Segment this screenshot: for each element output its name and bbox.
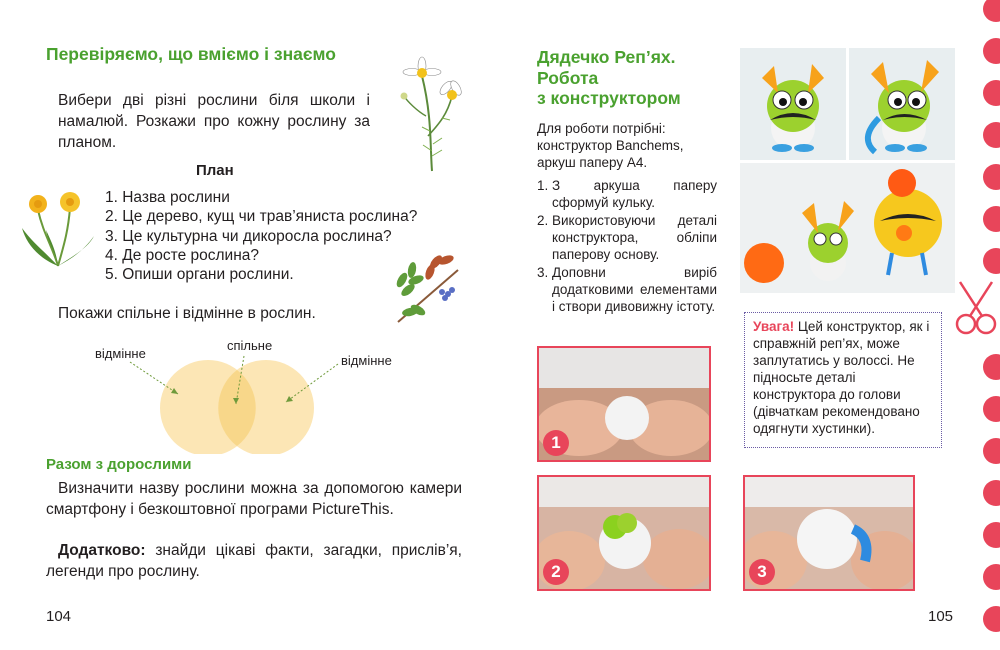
- warning-label: Увага!: [753, 319, 795, 334]
- step-3-badge: 3: [749, 559, 775, 585]
- extra-label: Додатково:: [58, 542, 146, 559]
- plan-item: 1. Назва рослини: [105, 189, 230, 206]
- plan-item: 2. Це дерево, кущ чи трав’яниста рослина?: [105, 208, 418, 226]
- warning-text: Цей конструктор, як і справжній реп’ях, може заплутатись у волоссі. Не підносьте деталі конструктора до голови (дівчаткам рекомендовано одягнути хустинки).: [753, 319, 930, 436]
- title-line: Робота: [537, 67, 599, 88]
- title-line: з конструктором: [537, 88, 681, 108]
- margin-dot: [983, 606, 1000, 632]
- margin-dot: [983, 480, 1000, 506]
- step-text: Використовуючи деталі конструктора, обліпи паперову основу.: [552, 213, 717, 262]
- plan-item: 5. Опиши органи рослини.: [105, 266, 294, 284]
- materials-text: Для роботи потрібні: конструктор Banchems, аркуш паперу А4.: [537, 121, 684, 170]
- page-number-right: 105: [928, 608, 954, 625]
- extra-text: знайди цікаві факти, загадки, прислів’я, легенди про рослину.: [46, 542, 462, 580]
- step-2-badge: 2: [543, 559, 569, 585]
- step-3-photo: [743, 475, 915, 591]
- margin-dot: [983, 248, 1000, 274]
- margin-dot: [983, 396, 1000, 422]
- step-1-photo: [537, 346, 711, 462]
- chamomile-illustration: [392, 56, 472, 174]
- steps-list: [537, 177, 717, 316]
- creature-photo-side: [849, 48, 955, 160]
- margin-dot: [983, 564, 1000, 590]
- step-number: 1.: [537, 178, 549, 193]
- extra-paragraph: [46, 540, 462, 582]
- margin-dot: [983, 522, 1000, 548]
- margin-dot: [983, 122, 1000, 148]
- page-number-left: 104: [46, 608, 72, 625]
- margin-dot: [983, 80, 1000, 106]
- margin-dot: [983, 38, 1000, 64]
- plan-item: 3. Це культурна чи дикоросла рослина?: [105, 227, 392, 245]
- together-paragraph: Визначити назву рослини можна за допомогою камери смартфону і безкоштовної програми PictureThis.: [46, 480, 462, 518]
- rowan-illustration: [388, 250, 466, 328]
- step-text: Доповни виріб додатковими елементами і створи дивовижну істоту.: [552, 265, 717, 314]
- scissors-icon: [952, 278, 1000, 340]
- margin-dot: [983, 206, 1000, 232]
- margin-dot: [983, 438, 1000, 464]
- step-item: [537, 212, 717, 263]
- margin-dot: [983, 0, 1000, 22]
- plan-list: [105, 188, 417, 284]
- venn-left-label: відмінне: [95, 346, 146, 361]
- step-number: 3.: [537, 265, 549, 280]
- step-item: [537, 264, 717, 315]
- step-1-badge: 1: [543, 430, 569, 456]
- step-2-photo: [537, 475, 711, 591]
- compare-instruction: Покажи спільне і відмінне в рослин.: [58, 305, 316, 322]
- step-number: 2.: [537, 213, 549, 228]
- together-heading: Разом з дорослими: [46, 456, 192, 473]
- venn-center-label: спільне: [227, 338, 273, 353]
- creature-group-photo: [740, 163, 955, 293]
- plan-heading: План: [196, 162, 234, 179]
- step-item: [537, 177, 717, 211]
- step-text: З аркуша паперу сформуй кульку.: [552, 178, 717, 210]
- margin-dot: [983, 354, 1000, 380]
- intro-paragraph: Вибери дві різні рослини біля школи і намалюй. Розкажи про кожну рослину за планом.: [58, 92, 370, 151]
- venn-right-label: відмінне: [341, 353, 392, 368]
- creature-photo-front: [740, 48, 846, 160]
- dandelion-illustration: [18, 188, 98, 270]
- right-page-title: [537, 47, 727, 109]
- warning-box: [744, 312, 942, 448]
- title-line: Дядечко Реп’ях.: [537, 47, 676, 67]
- left-page-title: Перевіряємо, що вміємо і знаємо: [46, 44, 336, 64]
- margin-dot: [983, 164, 1000, 190]
- plan-item: 4. Де росте рослина?: [105, 246, 259, 264]
